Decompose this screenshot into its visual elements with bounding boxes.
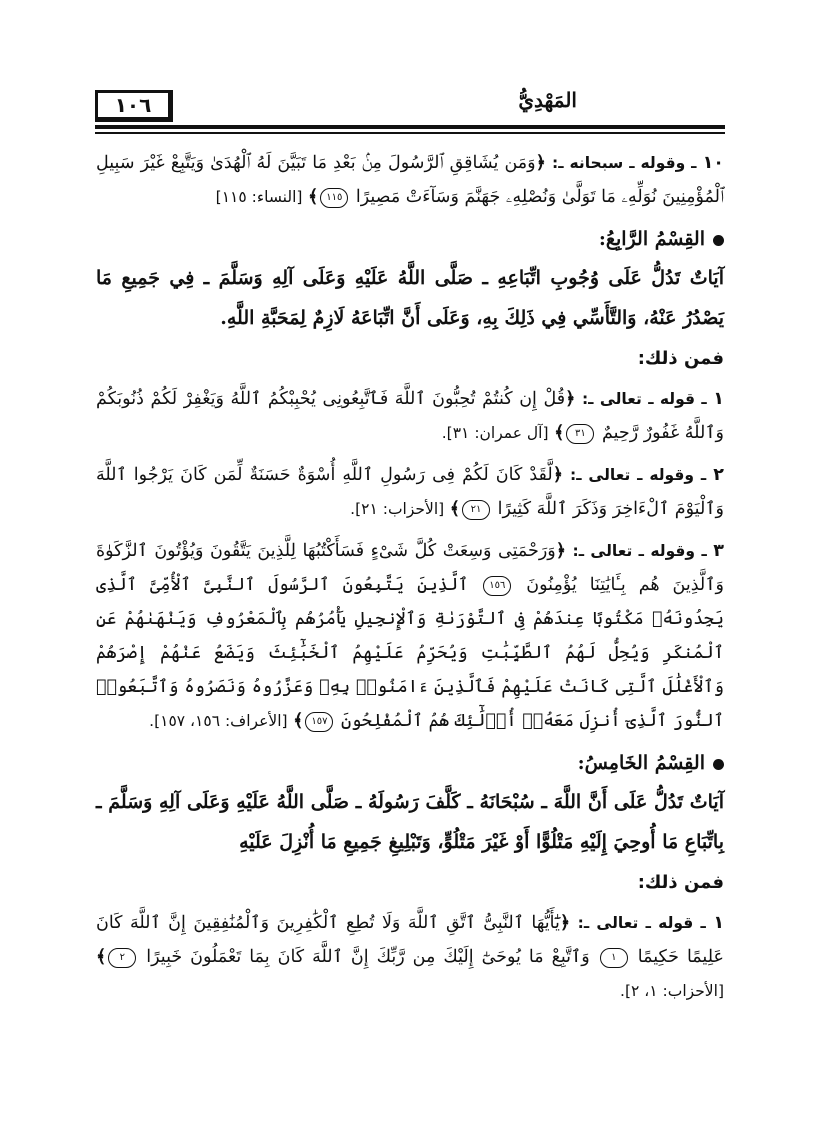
bullet-icon (713, 759, 724, 770)
subheading-examples-5: فمن ذلك: (637, 872, 724, 893)
header-rule-thin (95, 132, 725, 134)
section-heading-text: القِسْمُ الرَّابِعُ: (598, 228, 705, 250)
ayah-text: وَرَحْمَتِى وَسِعَتْ كُلَّ شَىْءٍ فَسَأَكْتُبُهَا لِلَّذِينَ يَتَّقُونَ وَيُؤْتُونَ ٱلزَّكَوٰةَ وَٱلَّذِينَ هُم بِـَٔايَٰتِنَا يُؤْمِنُونَ (96, 541, 724, 595)
entry-intro: ـ قوله ـ تعالى ـ: (581, 390, 707, 408)
entry-number: ٢ (713, 465, 724, 485)
ayah-text: وَمَن يُشَاقِقِ ٱلرَّسُولَ مِنۢ بَعْدِ مَا تَبَيَّنَ لَهُ ٱلْهُدَىٰ وَيَتَّبِعْ غَيْرَ سَبِيلِ ٱلْمُؤْمِنِينَ نُوَلِّهِۦ مَا تَوَلَّىٰ وَنُصْلِهِۦ جَهَنَّمَ وَسَآءَتْ مَصِيرًا (96, 153, 724, 207)
entry-number: ١ (713, 389, 724, 409)
verse-number-marker: ٣١ (566, 424, 594, 444)
surah-reference: [الأعراف: ١٥٦، ١٥٧]. (149, 712, 288, 730)
section-description-4: آيَاتٌ تَدُلُّ عَلَى وُجُوبِ اتِّبَاعِهِ ـ صَلَّى اللَّهُ عَلَيْهِ وَعَلَى آلِهِ وَسَلَّمَ ـ فِي جَمِيعِ مَا يَصْدُرُ عَنْهُ، وَالتَّأَسِّي فِي ذَلِكَ بِهِ، وَعَلَى أَنَّ اتِّبَاعَهُ لَازِمٌ لِمَحَبَّةِ اللَّهِ. (96, 267, 724, 329)
header-rule-thick (95, 125, 725, 129)
section-heading-4 (96, 222, 724, 256)
verse-number-marker: ١١٥ (320, 188, 348, 208)
quran-citation-5-1 (96, 906, 724, 1008)
quran-citation-10 (96, 146, 724, 214)
entry-intro: ـ وقوله ـ تعالى ـ: (570, 466, 707, 484)
bullet-icon (713, 235, 724, 246)
ayah-text: لَّقَدْ كَانَ لَكُمْ فِى رَسُولِ ٱللَّهِ أُسْوَةٌ حَسَنَةٌ لِّمَن كَانَ يَرْجُوا ٱللَّهَ وَٱلْيَوْمَ ٱلْءَاخِرَ وَذَكَرَ ٱللَّهَ كَثِيرًا (96, 465, 724, 519)
entry-intro: ـ وقوله ـ تعالى ـ: (572, 542, 707, 560)
page-header (95, 82, 725, 124)
verse-number-marker: ١٥٧ (305, 712, 333, 732)
verse-number-marker: ٢ (108, 948, 136, 968)
ayah-text: يَٰٓأَيُّهَا ٱلنَّبِىُّ ٱتَّقِ ٱللَّهَ وَلَا تُطِعِ ٱلْكَٰفِرِينَ وَٱلْمُنَٰفِقِينَ إِنَّ ٱللَّهَ كَانَ عَلِيمًا حَكِيمًا (96, 913, 724, 967)
ayah-text-continued: ٱلَّذِينَ يَتَّبِعُونَ ٱلرَّسُولَ ٱلنَّبِىَّ ٱلْأُمِّىَّ ٱلَّذِى يَجِدُونَهُۥ مَكْتُوبًا عِندَهُمْ فِى ٱلتَّوْرَىٰةِ وَٱلْإِنجِيلِ يَأْمُرُهُم بِٱلْمَعْرُوفِ وَيَنْهَىٰهُمْ عَنِ ٱلْمُنكَرِ وَيُحِلُّ لَهُمُ ٱلطَّيِّبَٰتِ وَيُحَرِّمُ عَلَيْهِمُ ٱلْخَبَٰٓئِثَ وَيَضَعُ عَنْهُمْ إِصْرَهُمْ وَٱلْأَغْلَٰلَ ٱلَّتِى كَانَتْ عَلَيْهِمْ فَٱلَّذِينَ ءَامَنُوا۟ بِهِۦ وَعَزَّرُوهُ وَنَصَرُوهُ وَٱتَّبَعُوا۟ ٱلنُّورَ ٱلَّذِىٓ أُنزِلَ مَعَهُۥٓ أُو۟لَٰٓئِكَ هُمُ ٱلْمُفْلِحُونَ (96, 575, 724, 731)
verse-number-marker: ١ (600, 948, 628, 968)
entry-number: ١ (713, 913, 725, 933)
quran-citation-4-1 (96, 382, 724, 450)
ayah-text: قُلْ إِن كُنتُمْ تُحِبُّونَ ٱللَّهَ فَٱتَّبِعُونِى يُحْبِبْكُمُ ٱللَّهُ وَيَغْفِرْ لَكُمْ ذُنُوبَكُمْ وَٱللَّهُ غَفُورٌ رَّحِيمٌ (96, 389, 724, 443)
ayah-close-bracket: ﴾ (554, 423, 565, 443)
quran-citation-4-3 (96, 534, 724, 738)
section-description-5: آيَاتٌ تَدُلُّ عَلَى أَنَّ اللَّهَ ـ سُبْحَانَهُ ـ كَلَّفَ رَسُولَهُ ـ صَلَّى اللَّهُ عَلَيْهِ وَعَلَى آلِهِ وَسَلَّمَ ـ بِاتِّبَاعِ مَا أُوحِيَ إِلَيْهِ مَتْلُوًّا أَوْ غَيْرَ مَتْلُوٍّ، وَتَبْلِيغِ جَمِيعِ مَا أُنْزِلَ عَلَيْهِ (96, 791, 724, 853)
running-title: المَهْدِيُّ (518, 88, 577, 112)
entry-number: ٣ (713, 541, 724, 561)
section-heading-5 (96, 746, 724, 780)
page-number: ١٠٦ (95, 90, 173, 122)
ayah-close-bracket: ﴾ (293, 711, 304, 731)
surah-reference: [آل عمران: ٣١]. (441, 424, 549, 442)
ayah-open-bracket: ﴿ (565, 389, 576, 409)
ayah-close-bracket: ﴾ (96, 947, 107, 967)
quran-citation-4-2 (96, 458, 724, 526)
entry-intro: ـ قوله ـ تعالى ـ: (577, 914, 706, 932)
verse-number-marker: ١٥٦ (483, 576, 511, 596)
ayah-close-bracket: ﴾ (308, 187, 319, 207)
surah-reference: [النساء: ١١٥] (215, 188, 303, 206)
surah-reference: [الأحزاب: ١، ٢]. (620, 982, 724, 1000)
ayah-text-continued: وَٱتَّبِعْ مَا يُوحَىٰٓ إِلَيْكَ مِن رَّبِّكَ إِنَّ ٱللَّهَ كَانَ بِمَا تَعْمَلُونَ خَبِيرًا (146, 947, 590, 967)
ayah-open-bracket: ﴿ (535, 153, 546, 173)
page-body (96, 146, 724, 1016)
surah-reference: [الأحزاب: ٢١]. (350, 500, 445, 518)
ayah-open-bracket: ﴿ (552, 465, 563, 485)
ayah-open-bracket: ﴿ (559, 913, 571, 933)
section-heading-text: القِسْمُ الخَامِسُ: (577, 752, 705, 774)
ayah-close-bracket: ﴾ (449, 499, 461, 519)
entry-number: ١٠ (702, 153, 724, 173)
entry-intro: ـ وقوله ـ سبحانه ـ: (552, 154, 697, 172)
verse-number-marker: ٢١ (462, 500, 490, 520)
subheading-examples-4: فمن ذلك: (637, 348, 724, 369)
ayah-open-bracket: ﴿ (555, 541, 566, 561)
